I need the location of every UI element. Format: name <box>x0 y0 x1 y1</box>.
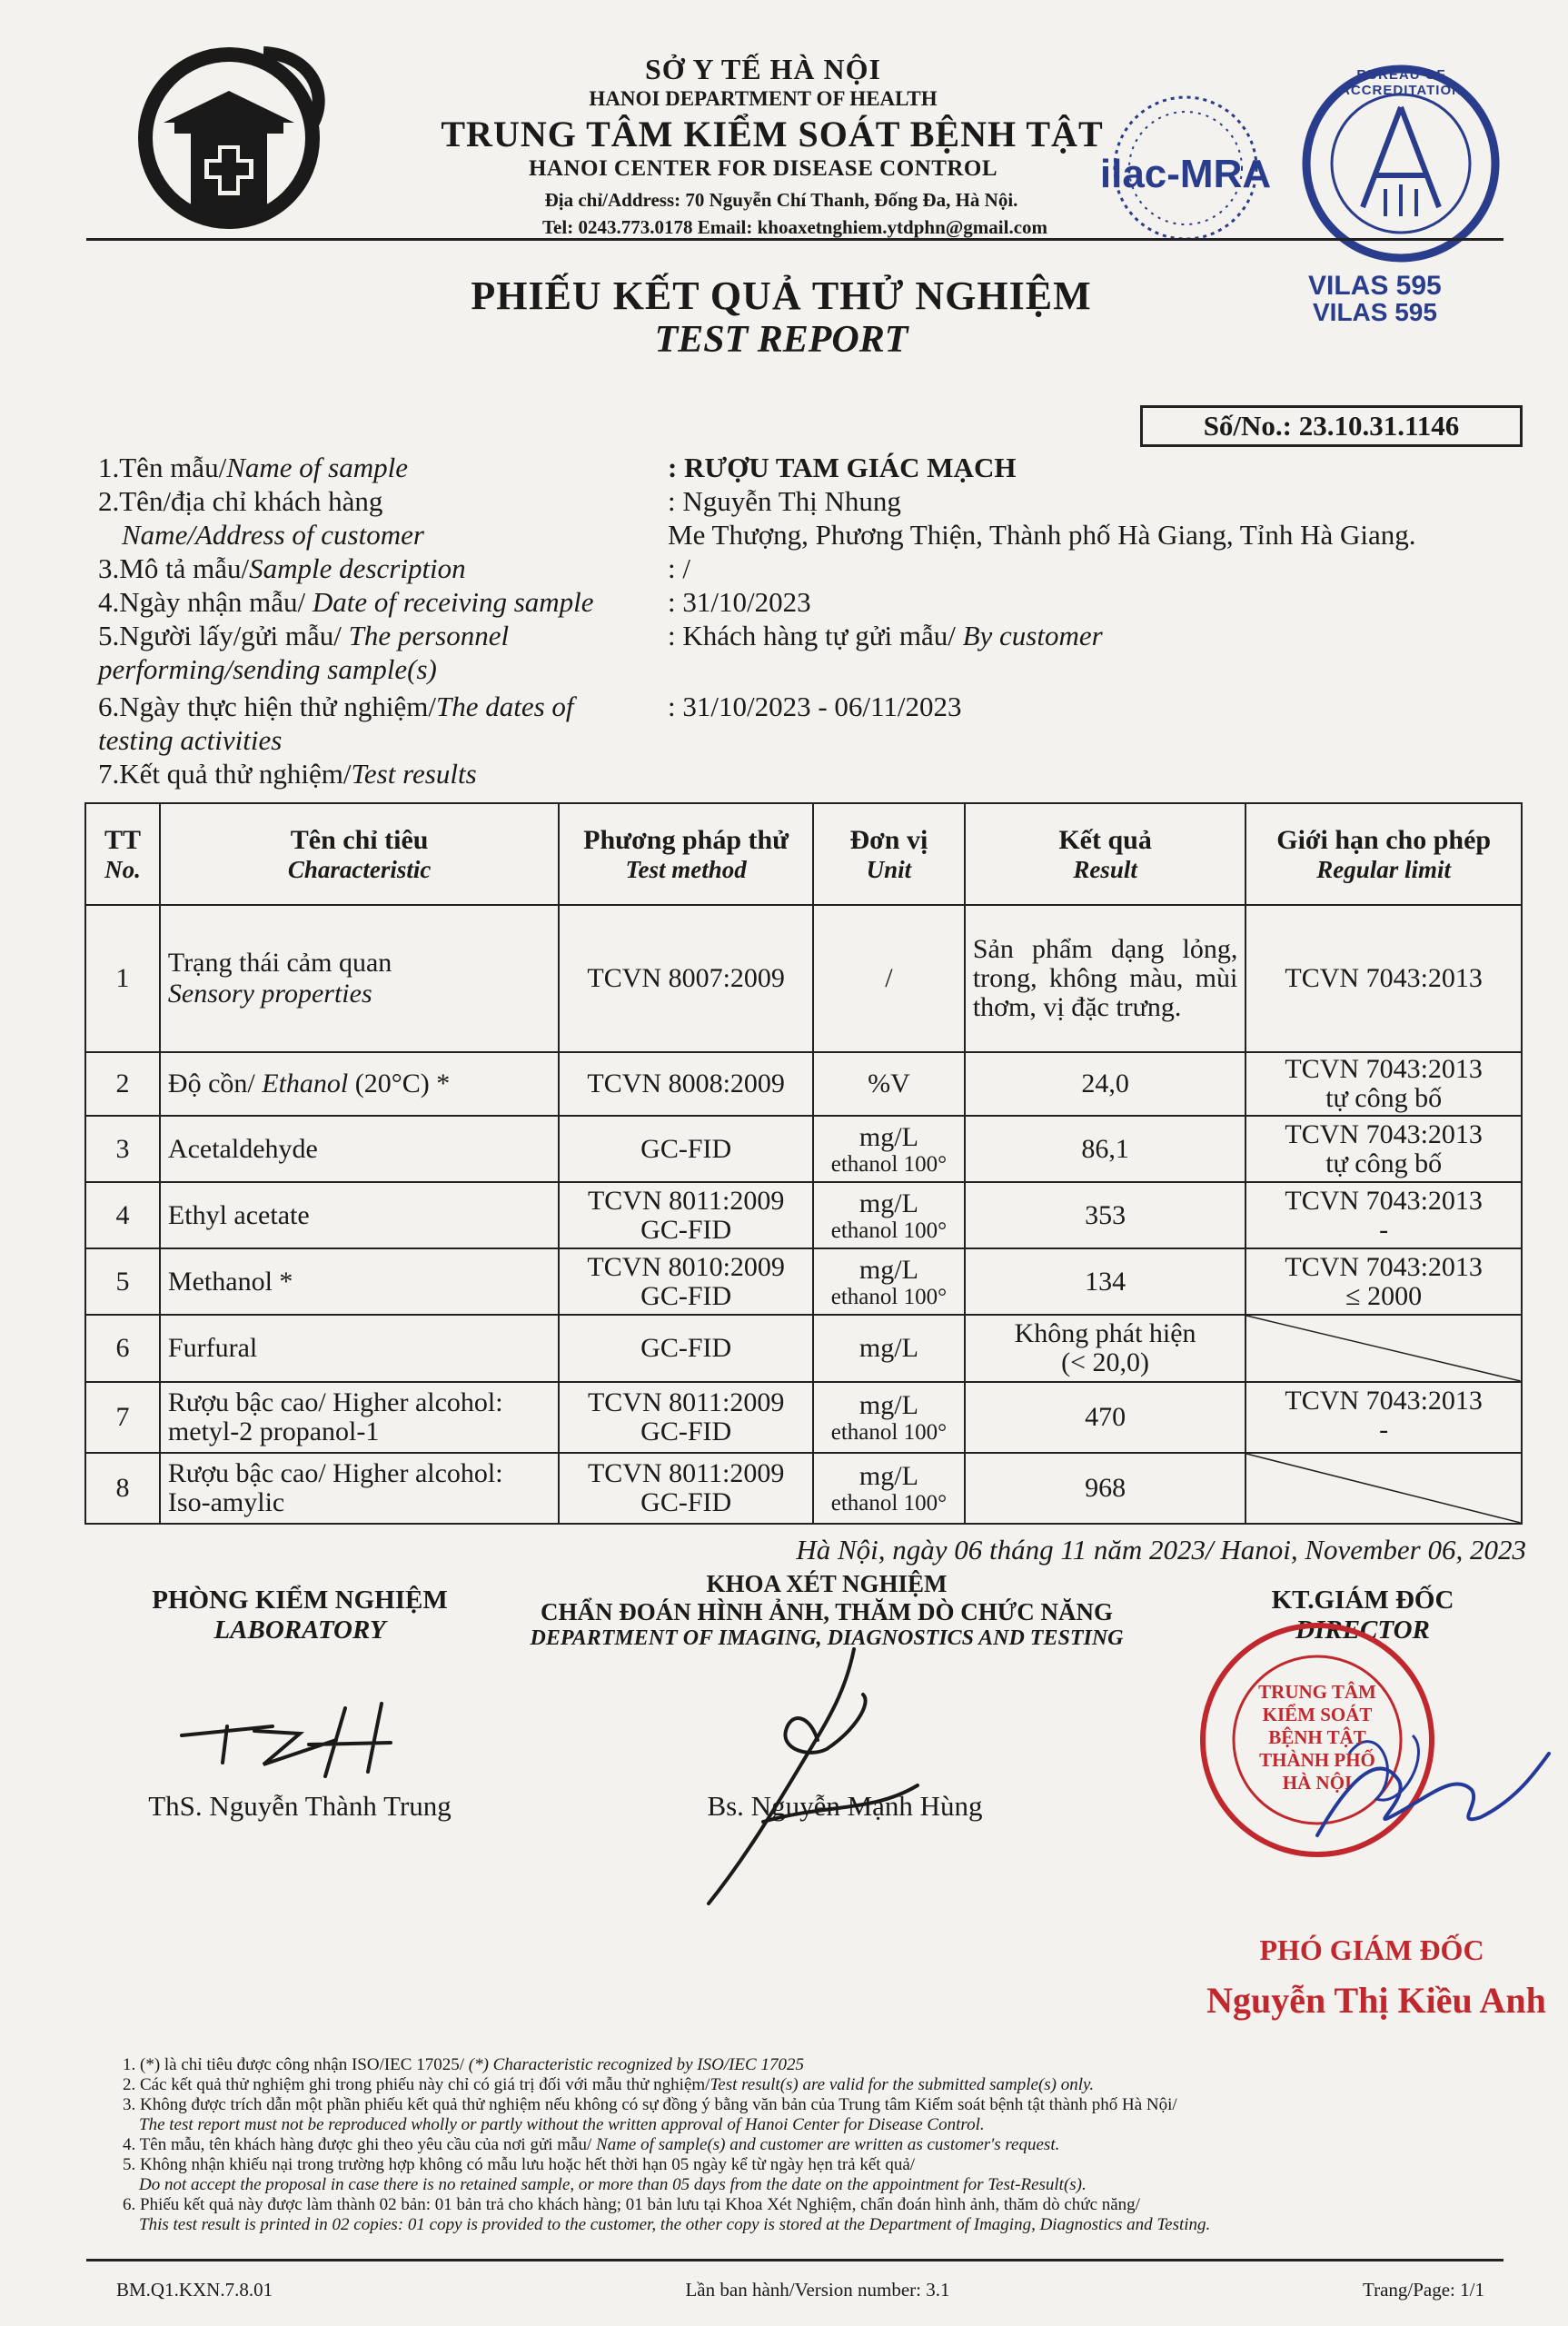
row-result: 24,0 <box>965 1052 1246 1116</box>
accreditation-text: BUREAU OF ACCREDITATION <box>1340 67 1463 98</box>
row-result: Sản phẩm dạng lỏng, trong, không màu, mùi thơm, vị đặc trưng. <box>965 905 1246 1052</box>
row-characteristic: Rượu bậc cao/ Higher alcohol: Iso-amylic <box>160 1453 559 1524</box>
row-limit: TCVN 7043:2013 <box>1245 905 1522 1052</box>
label-sample-desc: 3.Mô tả mẫu/Sample description <box>98 552 466 584</box>
table-row <box>85 905 1522 1052</box>
address: Địa chỉ/Address: 70 Nguyễn Chí Thanh, Đống Đa, Hà Nội. <box>544 189 1018 211</box>
row-characteristic: Acetaldehyde <box>160 1116 559 1182</box>
row-limit: TCVN 7043:2013 - <box>1245 1382 1522 1453</box>
row-characteristic: Rượu bậc cao/ Higher alcohol: metyl-2 propanol-1 <box>160 1382 559 1453</box>
footer-rule <box>86 2259 1503 2261</box>
director-name: Nguyễn Thị Kiều Anh <box>1206 1980 1546 2021</box>
footnote-item: 3. Không được trích dẫn một phần phiếu kết quả thử nghiệm nếu không có sự đồng ý bằng văn bản của Trung tâm Kiểm soát bệnh tật thành phố Hà Nội/ <box>123 2095 1177 2114</box>
issue-date: Hà Nội, ngày 06 tháng 11 năm 2023/ Hanoi, November 06, 2023 <box>796 1534 1526 1566</box>
row-unit: / <box>813 905 965 1052</box>
contact: Tel: 0243.773.0178 Email: khoaxetnghiem.ytdphn@gmail.com <box>541 216 1048 238</box>
page-number: Trang/Page: 1/1 <box>1363 2279 1484 2301</box>
value-customer-name: : Nguyễn Thị Nhung <box>668 485 901 517</box>
row-method: TCVN 8011:2009 GC-FID <box>559 1382 813 1453</box>
header-no: TT No. <box>85 803 160 905</box>
dept-signature-icon <box>690 1640 945 1913</box>
results-table <box>84 802 1523 1525</box>
center-vi: TRUNG TÂM KIỂM SOÁT BỆNH TẬT <box>441 114 1104 154</box>
row-characteristic: Ethyl acetate <box>160 1182 559 1248</box>
header-limit: Giới hạn cho phép Regular limit <box>1245 803 1522 905</box>
label-customer-en: Name/Address of customer <box>122 519 424 551</box>
header-characteristic: Tên chỉ tiêu Characteristic <box>160 803 559 905</box>
director-role: PHÓ GIÁM ĐỐC <box>1259 1933 1484 1966</box>
value-sender: : Khách hàng tự gửi mẫu/ By customer <box>668 620 1103 651</box>
form-code: BM.Q1.KXN.7.8.01 <box>116 2279 273 2301</box>
row-method: TCVN 8011:2009 GC-FID <box>559 1182 813 1248</box>
label-customer: 2.Tên/địa chỉ khách hàng <box>98 485 383 517</box>
row-method: TCVN 8007:2009 <box>559 905 813 1052</box>
row-unit: mg/L ethanol 100° <box>813 1182 965 1248</box>
info-labels <box>98 451 594 790</box>
row-method: TCVN 8008:2009 <box>559 1052 813 1116</box>
header-unit: Đơn vị Unit <box>813 803 965 905</box>
value-test-dates: : 31/10/2023 - 06/11/2023 <box>668 691 962 722</box>
ilac-mra-logo <box>1090 86 1281 250</box>
row-unit: %V <box>813 1052 965 1116</box>
footnote-item: The test report must not be reproduced wholly or partly without the written approval of Hanoi Center for Disease Control. <box>139 2115 985 2134</box>
row-no: 2 <box>85 1052 160 1116</box>
value-sample-desc: : / <box>668 552 690 584</box>
dept-en: HANOI DEPARTMENT OF HEALTH <box>589 87 938 110</box>
info-values <box>668 451 1522 723</box>
row-unit: mg/L ethanol 100° <box>813 1382 965 1453</box>
lab-title-en: LABORATORY <box>213 1615 386 1645</box>
dept-signer-name: Bs. Nguyễn Mạnh Hùng <box>707 1790 983 1822</box>
dept-title-en: DEPARTMENT OF IMAGING, DIAGNOSTICS AND TESTING <box>530 1626 1124 1650</box>
row-result: 968 <box>965 1453 1246 1524</box>
label-sender-en: performing/sending sample(s) <box>98 653 437 685</box>
row-result: 134 <box>965 1248 1246 1315</box>
row-no: 6 <box>85 1315 160 1382</box>
vilas-number: VILAS 595 <box>1308 271 1442 301</box>
diagonal-line-icon <box>1246 1454 1521 1523</box>
table-row <box>85 1116 1522 1182</box>
row-result: 353 <box>965 1182 1246 1248</box>
director-title-en: DIRECTOR <box>1295 1615 1430 1645</box>
row-limit: TCVN 7043:2013 ≤ 2000 <box>1245 1248 1522 1315</box>
row-result: Không phát hiện (< 20,0) <box>965 1315 1246 1382</box>
row-method: GC-FID <box>559 1315 813 1382</box>
lab-signature-block <box>127 1585 472 1645</box>
dept-vi: SỞ Y TẾ HÀ NỘI <box>645 53 881 85</box>
row-no: 4 <box>85 1182 160 1248</box>
row-unit: mg/L ethanol 100° <box>813 1116 965 1182</box>
label-sender: 5.Người lấy/gửi mẫu/ The personnel <box>98 620 510 651</box>
row-method: GC-FID <box>559 1116 813 1182</box>
header-method: Phương pháp thử Test method <box>559 803 813 905</box>
version-number: Lần ban hành/Version number: 3.1 <box>685 2279 950 2301</box>
row-limit-empty <box>1245 1453 1522 1524</box>
table-row <box>85 1052 1522 1116</box>
footnote-item: 6. Phiếu kết quả này được làm thành 02 bản: 01 bản trả cho khách hàng; 01 bản lưu tại Khoa Xét Nghiệm, chẩn đoán hình ảnh, thăm dò chức năng/ <box>123 2195 1140 2214</box>
row-limit-empty <box>1245 1315 1522 1382</box>
stamp-text: TRUNG TÂM KIỂM SOÁT BỆNH TẬT THÀNH PHỐ HÀ NỘI <box>1258 1681 1376 1794</box>
director-signature-icon <box>1299 1717 1553 1854</box>
report-title-en: TEST REPORT <box>654 319 908 361</box>
value-customer-address: Me Thượng, Phương Thiện, Thành phố Hà Giang, Tỉnh Hà Giang. <box>668 519 1416 551</box>
footnote-item: 5. Không nhận khiếu nại trong trường hợp không có mẫu lưu hoặc hết thời hạn 05 ngày kể từ ngày hẹn trả kết quả/ <box>123 2155 916 2174</box>
center-en: HANOI CENTER FOR DISEASE CONTROL <box>528 156 998 181</box>
table-row <box>85 1315 1522 1382</box>
table-row <box>85 1453 1522 1524</box>
footnote-item: This test result is printed in 02 copies: 01 copy is provided to the customer, the other copy is stored at the Department of Imaging, Diagnostics and Testing. <box>139 2215 1211 2234</box>
report-number: Số/No.: 23.10.31.1146 <box>1203 410 1460 442</box>
vilas-seal <box>1299 62 1503 266</box>
row-characteristic: Furfural <box>160 1315 559 1382</box>
row-result: 86,1 <box>965 1116 1246 1182</box>
label-test-dates: 6.Ngày thực hiện thử nghiệm/The dates of <box>98 691 574 722</box>
value-receive-date: : 31/10/2023 <box>668 586 811 618</box>
header-rule <box>86 238 1503 241</box>
dept-title-vi-1: KHOA XÉT NGHIỆM <box>706 1570 948 1597</box>
row-unit: mg/L ethanol 100° <box>813 1248 965 1315</box>
row-method: TCVN 8011:2009 GC-FID <box>559 1453 813 1524</box>
footnotes <box>123 2055 1513 2235</box>
report-number-box <box>1140 405 1523 447</box>
row-characteristic: Độ cồn/ Ethanol (20°C) * <box>160 1052 559 1116</box>
row-no: 3 <box>85 1116 160 1182</box>
diagonal-line-icon <box>1246 1316 1521 1381</box>
row-characteristic: Methanol * <box>160 1248 559 1315</box>
label-receive-date: 4.Ngày nhận mẫu/ Date of receiving sample <box>98 586 594 618</box>
row-limit: TCVN 7043:2013 tự công bố <box>1245 1116 1522 1182</box>
report-title-vi: PHIẾU KẾT QUẢ THỬ NGHIỆM <box>471 273 1092 318</box>
footnote-item: Do not accept the proposal in case there is no retained sample, or more than 05 days from the date on the appointment for Test-Result(s). <box>139 2175 1087 2194</box>
lab-title-vi: PHÒNG KIỂM NGHIỆM <box>152 1585 448 1615</box>
director-title-vi: KT.GIÁM ĐỐC <box>1271 1585 1454 1615</box>
table-row <box>85 1382 1522 1453</box>
row-no: 1 <box>85 905 160 1052</box>
row-no: 5 <box>85 1248 160 1315</box>
row-unit: mg/L ethanol 100° <box>813 1453 965 1524</box>
ilac-mra-text: ilac-MRA <box>1099 152 1272 196</box>
footnote-item: 1. (*) là chỉ tiêu được công nhận ISO/IEC 17025/ (*) Characteristic recognized by ISO/IEC 17025 <box>123 2055 804 2074</box>
label-sample-name: 1.Tên mẫu/Name of sample <box>98 452 408 483</box>
row-characteristic: Trạng thái cảm quan Sensory properties <box>160 905 559 1052</box>
dept-signature-block <box>509 1570 1145 1651</box>
lab-signature-icon <box>173 1699 409 1781</box>
row-limit: TCVN 7043:2013 tự công bố <box>1245 1052 1522 1116</box>
vilas-number-2: VILAS 595 <box>1313 298 1437 326</box>
dept-title-vi-2: CHẨN ĐOÁN HÌNH ẢNH, THĂM DÒ CHỨC NĂNG <box>541 1598 1113 1625</box>
table-header-row <box>85 803 1522 905</box>
row-no: 7 <box>85 1382 160 1453</box>
footnote-item: 4. Tên mẫu, tên khách hàng được ghi theo yêu cầu của nơi gửi mẫu/ Name of sample(s) and customer are written as customer's request. <box>123 2135 1060 2154</box>
table-row <box>85 1182 1522 1248</box>
row-unit: mg/L <box>813 1315 965 1382</box>
row-limit: TCVN 7043:2013 - <box>1245 1182 1522 1248</box>
lab-signer-name: ThS. Nguyễn Thành Trung <box>148 1790 452 1822</box>
header-result: Kết quả Result <box>965 803 1246 905</box>
hcdc-logo-icon <box>127 36 336 232</box>
row-result: 470 <box>965 1382 1246 1453</box>
label-test-dates-en: testing activities <box>98 724 283 756</box>
label-test-results: 7.Kết quả thử nghiệm/Test results <box>98 758 477 790</box>
row-method: TCVN 8010:2009 GC-FID <box>559 1248 813 1315</box>
footnote-item: 2. Các kết quả thử nghiệm ghi trong phiếu này chỉ có giá trị đối với mẫu thử nghiệm/Test result(s) are valid for the submitted sample(s) only. <box>123 2075 1095 2094</box>
row-no: 8 <box>85 1453 160 1524</box>
value-sample-name: : RƯỢU TAM GIÁC MẠCH <box>668 452 1017 483</box>
table-row <box>85 1248 1522 1315</box>
